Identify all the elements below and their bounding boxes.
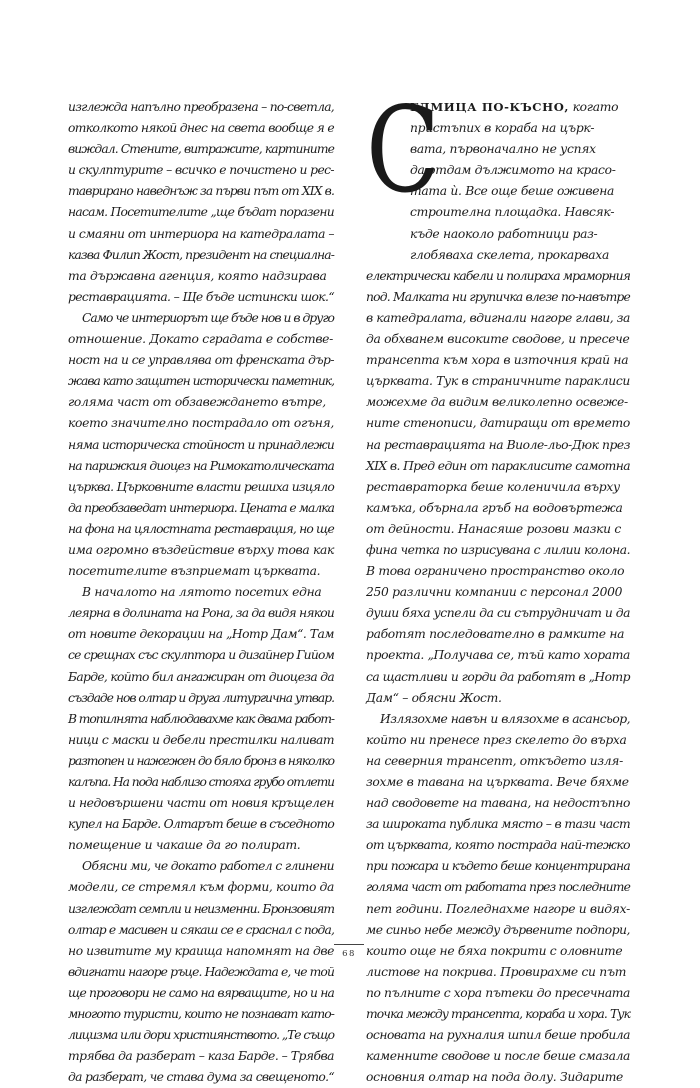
text-line: посетителите възприемат църквата. (68, 564, 321, 579)
text-line: за широката публика място – в тази част (366, 817, 630, 832)
text-line: Барде, който бил ангажиран от диоцеза да (68, 669, 334, 684)
text-line: ще проговори не само на вярващите, но и на (68, 985, 334, 1000)
text-line: XIX в. Пред един от параклисите самотна (366, 458, 630, 473)
text-line: над сводовете на тавана, на недостъпно (366, 796, 630, 811)
text-line: души бяха успели да си сътрудничат и да (366, 606, 630, 621)
text-line: ници с маски и дебели престилки наливат (68, 732, 334, 747)
text-line: да разберат, че става дума за свещеното.“ (68, 1070, 334, 1085)
text-line: фина четка по изрисувана с лилии колона. (366, 542, 630, 557)
text-line: трансепта към хора в източния край на (366, 353, 629, 368)
text-line: листове на покрива. Провирахме си път (366, 964, 627, 979)
text-line: можехме да видим великолепно освеже- (366, 395, 628, 410)
text-line: лицизма или дори християнството. „Те също (68, 1028, 334, 1043)
text-line: точка между трансепта, кораба и хора. Тук (366, 1007, 630, 1022)
text-line: Само че интериорът ще бъде нов и в друго (82, 310, 334, 325)
folio-rule (334, 944, 364, 945)
text-line: камъка, обърнала гръб на водовъртежа (366, 500, 623, 515)
text-line: църквата. Тук в страничните параклиси (366, 374, 630, 389)
text-line: на парижкия диоцез на Римокатолическата (68, 458, 334, 473)
text-line: има огромно въздействие върху това как (68, 542, 334, 557)
text-line: по пълните с хора пътеки до пресечната (366, 985, 630, 1000)
text-line: реставрацията. – Ще бъде истински шок.“ (68, 289, 334, 304)
text-line: изглежда напълно преобразена – по-светла, (68, 100, 334, 114)
text-line: казва Филип Жост, президент на специална- (68, 247, 334, 262)
text-line: са щастливи и горди да работят в „Нотр (366, 669, 630, 684)
text-line: глобяваха скелета, прокарваха (410, 247, 609, 262)
text-line: строителна площадка. Навсяк- (410, 205, 615, 220)
right-column (366, 81, 630, 1088)
text-line: купел на Барде. Олтарът беше в съседното (68, 817, 334, 832)
text-line: Излязохме навън и влязохме в асансьор, (380, 711, 630, 726)
text-line: разтопен и нажежен до бяло бронз в няколко (68, 753, 334, 768)
text-line: къде наоколо работници раз- (410, 226, 598, 241)
text-line: жава като защитен исторически паметник, (68, 374, 334, 389)
text-line: църква. Църковните власти решиха изцяло (68, 479, 334, 494)
text-line: леярна в долината на Рона, за да видя някои (68, 606, 334, 621)
text-line: каменните сводове и после беше смазала (366, 1049, 630, 1064)
text-line: да отдам дължимото на красо- (410, 163, 616, 178)
text-line: ме синьо небе между дървените подпори, (366, 922, 630, 937)
text-line: отношение. Докато сградата е собстве- (68, 332, 334, 347)
text-line: пет години. Погледнахме нагоре и видях- (366, 901, 630, 916)
text-line: трябва да разберат – каза Барде. – Трябва (68, 1049, 334, 1064)
text-line: се срещнах със скулптора и дизайнер Гийом (68, 648, 334, 663)
text-line: отколкото някой днес на света вообще я е (68, 121, 334, 136)
text-line: виждал. Стените, витражите, картините (68, 142, 334, 157)
text-line: на северния трансепт, откъдето изля- (366, 753, 624, 768)
text-line: Обясни ми, че докато работел с глинени (82, 859, 334, 874)
text-line: няма историческа стойност и принадлежи (68, 437, 334, 452)
text-line: но извитите му краища напомнят на две (68, 943, 334, 958)
text-line: което значително пострадало от огъня, (68, 416, 334, 431)
text-line: В топилнята наблюдавахме как двама работ- (68, 711, 334, 726)
text-line: таврирано наведнъж за първи път от XIX в. (68, 184, 334, 199)
text-line: 250 различни компании с персонал 2000 (366, 585, 623, 600)
text-line: създаде нов олтар и друга литургична утвар. (68, 690, 334, 705)
text-line: Дам“ – обясни Жост. (366, 690, 502, 705)
text-line: на реставрацията на Виоле-льо-Дюк през (366, 437, 630, 452)
text-line: модели, се стремял към форми, които да (68, 880, 334, 895)
left-column (68, 97, 334, 1088)
text-line: от дейности. Нанасяше розови мазки с (366, 521, 621, 536)
lead-in: ЕДМИЦА ПО-КЪСНО, (410, 100, 570, 114)
text-line: вата, първоначално не успях (410, 142, 596, 157)
text-line: и недовършени части от новия кръщелен (68, 796, 334, 811)
text-line: насам. Посетителите „ще бъдат поразени (68, 205, 334, 220)
text-line: основния олтар на пода долу. Зидарите (366, 1070, 624, 1085)
text-line: калъпа. На пода наблизо стояха грубо отлети (68, 775, 334, 789)
text-line: зохме в тавана на църквата. Вече бяхме (366, 775, 629, 789)
text-line: проекта. „Получава се, тъй като хората (366, 648, 630, 663)
text-line: реставраторка беше коленичила върху (366, 479, 620, 494)
text-line: многото туристи, които не познават като- (68, 1007, 334, 1022)
text-line: изглеждат семпли и неизменни. Бронзовият (68, 901, 334, 916)
text-line: който ни пренесе през скелето до върха (366, 732, 627, 747)
text-line: ност на и се управлява от френската дър- (68, 353, 334, 368)
text-line: от църквата, която пострада най-тежко (366, 838, 630, 853)
text-line-lead (366, 97, 630, 118)
text-line: и смаяни от интериора на катедралата – (68, 226, 334, 241)
text-line: електрически кабели и полираха мраморния (366, 268, 630, 283)
text-line: ните стенописи, датиращи от времето (366, 416, 630, 431)
text-line: пристъпих в кораба на църк- (410, 121, 595, 136)
text-line: вдигнати нагоре ръце. Надеждата е, че той (68, 964, 334, 979)
text-line: работят последователно в рамките на (366, 627, 625, 642)
text-line: да обхванем високите сводове, и пресече (366, 332, 630, 347)
text-line: В това ограничено пространство около (366, 564, 625, 579)
text-line: под. Малката ни групичка влезе по-навътре (366, 289, 630, 304)
text-line: помещение и чакаше да го полират. (68, 838, 301, 853)
text-line: които още не бяха покрити с оловните (366, 943, 623, 958)
text-line: основата на рухналия шпил беше пробила (366, 1028, 630, 1043)
text-line: да преобзаведат интериора. Цената е малка (68, 500, 334, 515)
text-line: голяма част от обзавеждането вътре, (68, 395, 326, 410)
page-number: 68 (342, 949, 356, 959)
text-line: в катедралата, вдигнали нагоре глави, за (366, 310, 630, 325)
text-line: при пожара и където беше концентрирана (366, 859, 630, 874)
text-line: та държавна агенция, която надзирава (68, 268, 327, 283)
text-line: тата ѝ. Все още беше оживена (410, 184, 615, 199)
text-fragment: когато (569, 100, 619, 114)
drop-cap: С (366, 81, 441, 219)
text-line: голяма част от работата през последните (366, 880, 630, 895)
text-line: на фона на цялостната реставрация, но ще (68, 521, 334, 536)
text-line: от новите декорации на „Нотр Дам“. Там (68, 627, 334, 642)
text-line: В началото на лятото посетих една (82, 585, 322, 600)
text-line: олтар е масивен и сякаш се е сраснал с пода, (68, 922, 334, 937)
text-line: и скулптурите – всичко е почистено и рес- (68, 163, 334, 178)
